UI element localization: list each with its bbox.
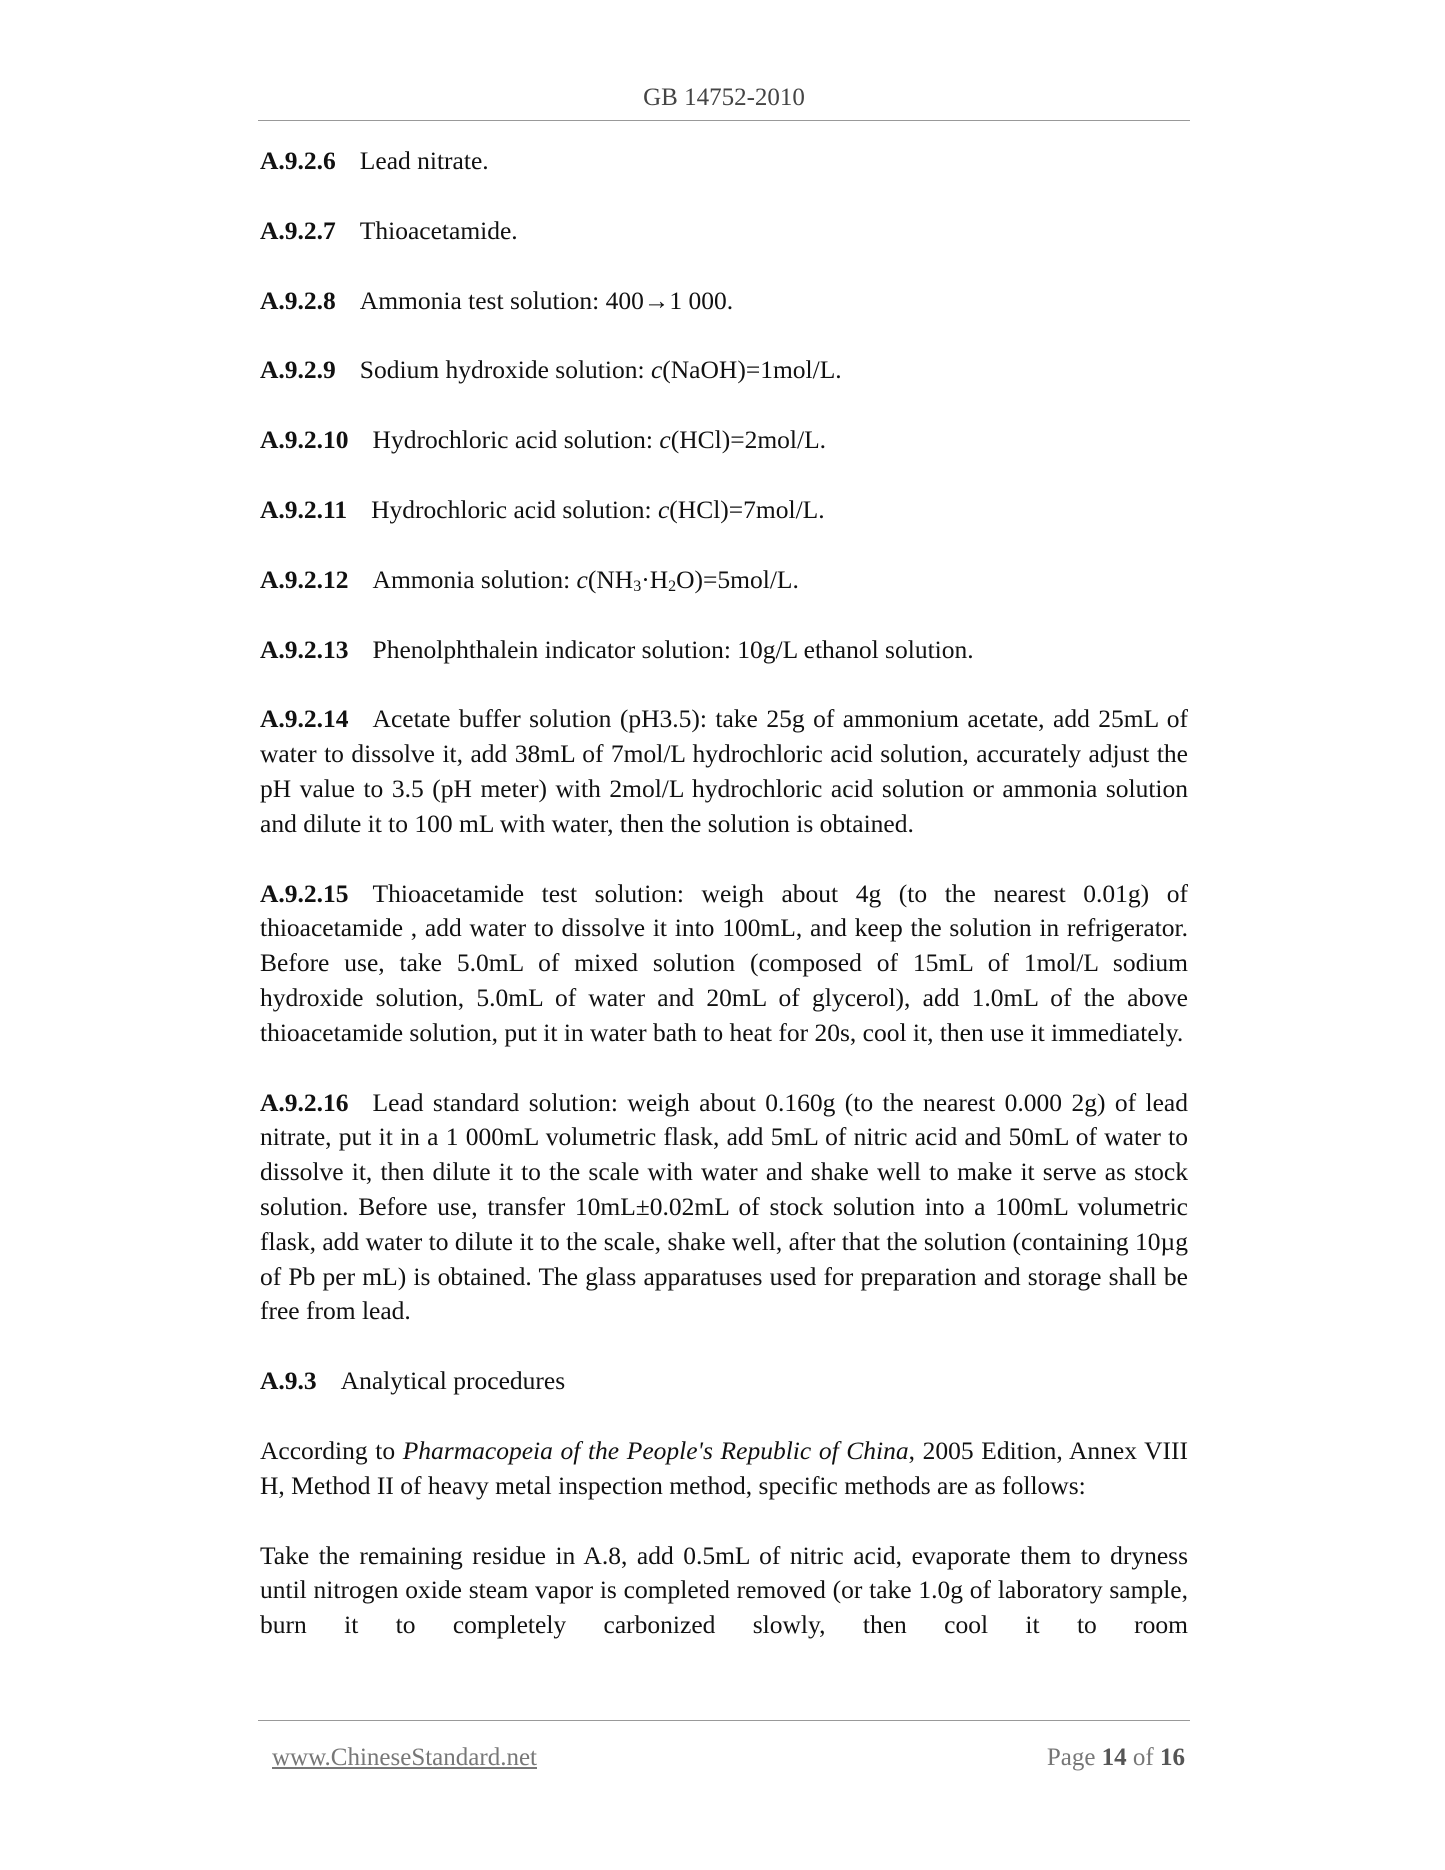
clause-a9210 <box>260 423 1188 458</box>
clause-number: A.9.2.14 <box>260 704 349 734</box>
clause-a9212 <box>260 563 1188 598</box>
clause-text: Lead nitrate. <box>359 146 489 175</box>
page-header: GB 14752-2010 <box>643 84 805 111</box>
clause-text-post: O)=5mol/L. <box>676 564 799 594</box>
clause-text-pre: Ammonia solution: <box>372 564 577 594</box>
clause-number: A.9.2.10 <box>260 425 349 455</box>
paragraph-text: , 2005 Edition, Annex VIII H, Method II of heavy metal inspection method, specific methods are as follows: <box>260 1435 1189 1500</box>
clause-a929 <box>260 353 1188 388</box>
subscript: 2 <box>668 577 677 595</box>
body-paragraph: Take the remaining residue in A.8, add 0.5mL of nitric acid, evaporate them to dryness until nitrogen oxide steam vapor is completed removed (or take 1.0g of laboratory sample, burn it to completely carbonized slowly, then cool it to room <box>260 1540 1188 1640</box>
clause-a9211 <box>260 493 1188 528</box>
page-number <box>1047 1744 1185 1772</box>
clause-number: A.9.2.12 <box>260 564 349 594</box>
clause-number: A.9.2.16 <box>260 1087 349 1117</box>
clause-text-pre: Sodium hydroxide solution: <box>359 355 651 385</box>
reference-title: Pharmacopeia of the People's Republic of China <box>402 1435 909 1465</box>
clause-number: A.9.2.6 <box>260 146 336 175</box>
clause-a9215 <box>260 877 1188 1051</box>
clause-text-pre: Hydrochloric acid solution: <box>372 425 660 455</box>
of-word: of <box>1132 1744 1154 1771</box>
clause-text-post: (NaOH)=1mol/L. <box>662 355 842 385</box>
clause-a928 <box>260 284 1188 319</box>
total-pages: 16 <box>1160 1744 1185 1771</box>
clause-number: A.9.2.15 <box>260 878 349 908</box>
clause-number: A.9.2.9 <box>260 355 336 385</box>
clause-a9216 <box>260 1086 1188 1330</box>
header-divider <box>258 120 1190 121</box>
clause-number: A.9.2.11 <box>260 494 348 524</box>
clause-text: Acetate buffer solution (pH3.5): take 25g of ammonium acetate, add 25mL of water to dissolve it, add 38mL of 7mol/L hydrochloric acid solution, accurately adjust the pH value to 3.5 (pH meter) with 2mol/L hydrochloric acid solution or ammonia solution and dilute it to 100 mL with water, then the solution is obtained. <box>260 704 1188 838</box>
body-paragraph <box>260 1434 1188 1504</box>
formula-part: ·H <box>641 564 669 594</box>
formula-symbol: c <box>657 494 670 524</box>
clause-number: A.9.2.7 <box>260 215 336 245</box>
formula-symbol: c <box>650 355 663 385</box>
formula-symbol: c <box>659 425 671 455</box>
clause-text-pre: Hydrochloric acid solution: <box>371 494 658 524</box>
subscript: 3 <box>633 577 642 595</box>
clause-a926 <box>260 144 1188 179</box>
clause-text: Thioacetamide test solution: weigh about 4g (to the nearest 0.01g) of thioacetamide , add water to dissolve it into 100mL, and keep the solution in refrigerator. Before use, take 5.0mL of mixed solution (composed of 15mL of 1mol/L sodium hydroxide solution, 5.0mL of water and 20mL of glycerol), add 1.0mL of the above thioacetamide solution, put it in water bath to heat for 20s, cool it, then use it immediately. <box>260 878 1188 1047</box>
current-page: 14 <box>1101 1744 1127 1771</box>
clause-a9214 <box>260 702 1188 841</box>
formula-symbol: c <box>576 564 588 594</box>
clause-a927 <box>260 214 1188 249</box>
clause-number: A.9.2.8 <box>260 285 336 315</box>
website-link[interactable]: www.ChineseStandard.net <box>272 1744 537 1771</box>
clause-text: Analytical procedures <box>340 1366 566 1396</box>
clause-text: Lead standard solution: weigh about 0.160g (to the nearest 0.000 2g) of lead nitrate, put it in a 1 000mL volumetric flask, add 5mL of nitric acid and 50mL of water to dissolve it, then dilute it to the scale with water and shake well to make it serve as stock solution. Before use, transfer 10mL±0.02mL of stock solution into a 100mL volumetric flask, add water to dilute it to the scale, shake well, after that the solution (containing 10µg of Pb per mL) is obtained. The glass apparatuses used for preparation and storage shall be free from lead. <box>260 1087 1188 1326</box>
page-word: Page <box>1046 1744 1096 1771</box>
clause-number: A.9.3 <box>260 1366 317 1396</box>
clause-number: A.9.2.13 <box>260 634 349 664</box>
clause-text: Phenolphthalein indicator solution: 10g/L ethanol solution. <box>372 634 974 664</box>
footer-divider <box>258 1720 1190 1721</box>
page-body <box>260 144 1188 1678</box>
clause-text: Thioacetamide. <box>359 215 518 245</box>
formula-part: (NH <box>587 564 634 594</box>
clause-text-post: (HCl)=7mol/L. <box>669 494 825 524</box>
paragraph-text: According to <box>260 1435 403 1465</box>
clause-a93 <box>260 1364 1188 1399</box>
clause-a9213 <box>260 633 1188 668</box>
clause-text-post: (HCl)=2mol/L. <box>670 425 827 455</box>
clause-text: Ammonia test solution: 400→1 000. <box>359 285 734 315</box>
